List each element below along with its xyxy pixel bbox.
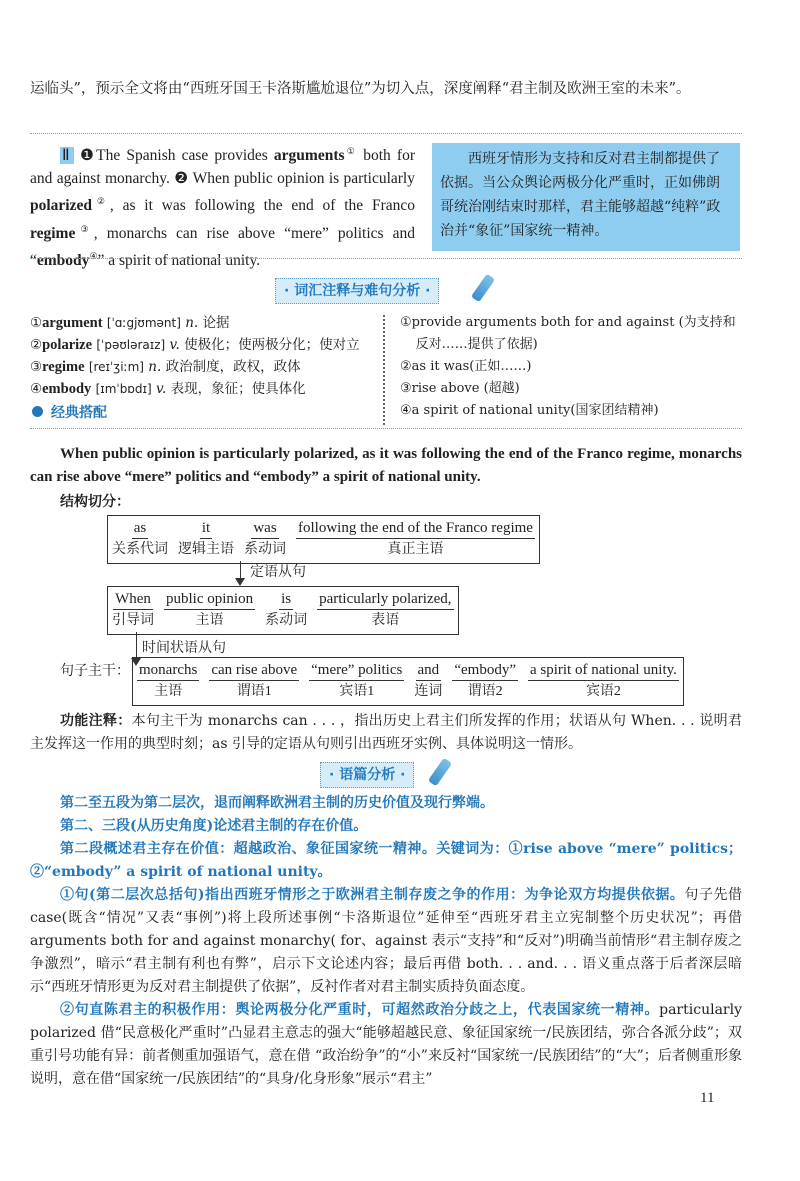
diagram-cell xyxy=(265,589,307,632)
discourse-analysis xyxy=(30,792,742,1091)
diagram-cell xyxy=(178,518,234,561)
discourse-paragraph xyxy=(30,792,742,815)
function-label: 功能注释： xyxy=(60,713,132,729)
vocab-num: ② xyxy=(30,337,43,353)
diagram-cell xyxy=(452,660,518,703)
collocation-list xyxy=(400,312,740,422)
diagram-word: is xyxy=(279,589,293,610)
arrow-label: 定语从句 xyxy=(250,564,306,580)
clause-box-attributive xyxy=(107,515,540,564)
text: both for and against monarchy. xyxy=(30,147,415,187)
vocab-word: embody xyxy=(42,381,92,397)
diagram-word: was xyxy=(251,518,278,539)
vocab-item xyxy=(30,334,380,356)
collocation-item: ①provide arguments both for and against (为支持和反对……提供了依据) xyxy=(400,315,736,352)
clause-box-main xyxy=(132,657,684,706)
arrow-down-icon xyxy=(235,578,245,586)
vocab-pos: v. xyxy=(169,337,180,353)
diagram-cell xyxy=(137,660,199,703)
vocab-num: ④ xyxy=(30,381,43,397)
note-ref: ④ xyxy=(89,251,98,262)
discourse-heading: ②句直陈君主的积极作用：舆论两极分化严重时，可超然政治分歧之上，代表国家统一精神。 xyxy=(60,1002,660,1018)
vocab-pos: v. xyxy=(155,381,167,397)
diagram-role: 谓语1 xyxy=(236,684,272,699)
diagram-word: “embody” xyxy=(452,660,518,681)
diagram-role: 真正主语 xyxy=(387,542,444,557)
discourse-heading: 第二、三段(从历史角度)论述君主制的存在价值。 xyxy=(60,818,368,834)
text: ” a spirit of national unity. xyxy=(97,252,261,270)
column-divider xyxy=(383,315,391,425)
arrow-label: 时间状语从句 xyxy=(142,640,226,656)
diagram-word: a spirit of national unity. xyxy=(528,660,679,681)
diagram-role: 主语 xyxy=(195,613,224,628)
text: The Spanish case provides xyxy=(96,147,274,165)
diagram-role: 宾语2 xyxy=(585,684,621,699)
discourse-paragraph xyxy=(30,838,742,884)
divider xyxy=(30,428,742,429)
diagram-cell xyxy=(112,589,154,632)
discourse-paragraph xyxy=(30,815,742,838)
diagram-cell xyxy=(164,589,255,632)
translation-box: 西班牙情形为支持和反对君主制都提供了依据。当公众舆论两极分化严重时，正如佛朗哥统治刚结束时那样，君主能够超越“纯粹”政治并“象征”国家统一精神。 xyxy=(432,143,740,251)
divider xyxy=(30,258,742,259)
collocation-item: ②as it was(正如……) xyxy=(400,359,532,374)
vocab-item xyxy=(30,312,380,334)
vocab-meaning: 使极化；使两极分化；使对立 xyxy=(184,337,360,353)
collocation-item: ③rise above (超越) xyxy=(400,381,520,396)
main-clause-label: 句子主干： xyxy=(60,663,130,679)
diagram-role: 主语 xyxy=(154,684,183,699)
page-number: 11 xyxy=(700,1090,715,1106)
discourse-body: particularly polarized 借“民意极化严重时”凸显君主意志的强大“能够超越民意、象征国家统一/民族团结，弥合各派分歧”；双重引号功能有异：前者侧重加强语气，意在借 “政治纷争”的“小”来反衬“国家统一/民族团结”的“大”；后者侧重形象说明，意在借“国家统一/民族团结”的“具身/化身形象”展示“君主” xyxy=(30,1002,742,1087)
diagram-cell xyxy=(414,660,442,703)
vocab-ipa: [ɪmˈbɒdɪ] xyxy=(95,382,152,396)
vocab-ipa: [ˈɑːgjʊmənt] xyxy=(106,316,181,330)
diagram-word: “mere” politics xyxy=(309,660,404,681)
diagram-word: monarchs xyxy=(137,660,199,681)
diagram-cell xyxy=(244,518,286,561)
vocab-meaning: 论据 xyxy=(202,315,230,331)
diagram-role: 谓语2 xyxy=(467,684,503,699)
section-header-discourse: · 语篇分析 · xyxy=(320,762,414,788)
pen-icon xyxy=(471,274,495,303)
collocation-item: ④a spirit of national unity(国家团结精神) xyxy=(400,403,659,418)
discourse-heading: 第二段概述君主存在价值：超越政治、象征国家统一精神。关键词为：①rise above “mere” politics；②“embody” a spirit of national unity。 xyxy=(30,841,742,880)
vocab-ipa: [reɪˈʒiːm] xyxy=(88,360,144,374)
text: When public opinion is particularly xyxy=(188,169,415,187)
vocab-list xyxy=(30,312,380,400)
vocab-meaning: 政治制度，政权，政体 xyxy=(165,359,301,375)
collocation-title-text: 经典搭配 xyxy=(51,405,107,421)
diagram-role: 关系代词 xyxy=(112,542,168,557)
text: , as it was following the end of the Franco xyxy=(109,197,415,215)
passage-paragraph xyxy=(30,140,415,273)
arrow-line xyxy=(136,632,137,660)
diagram-word: particularly polarized, xyxy=(317,589,453,610)
text: , monarchs can rise above “mere” politics and “ xyxy=(30,224,415,270)
divider xyxy=(30,133,742,134)
collocation-title xyxy=(32,402,107,422)
section-header-vocab: · 词汇注释与难句分析 · xyxy=(275,278,439,304)
function-text: 本句主干为 monarchs can . . . ，指出历史上君主们所发挥的作用；状语从句 When. . . 说明君主发挥这一作用的典型时刻；as 引导的定语从句则引出西班牙实例、具体说明这一情形。 xyxy=(30,713,742,752)
vocab-pos: n. xyxy=(148,359,162,375)
diagram-word: as xyxy=(132,518,149,539)
keyword: regime xyxy=(30,224,76,242)
sentence-number: ❷ xyxy=(174,169,189,187)
diagram-cell xyxy=(317,589,453,632)
vocab-word: polarize xyxy=(42,337,93,353)
diagram-cell xyxy=(296,518,535,561)
diagram-role: 表语 xyxy=(371,613,400,628)
diagram-role: 连词 xyxy=(414,684,443,699)
vocab-meaning: 表现，象征；使具体化 xyxy=(170,381,306,397)
pen-icon xyxy=(428,758,452,787)
keyword: arguments xyxy=(273,147,345,165)
vocab-word: argument xyxy=(42,315,103,331)
vocab-item xyxy=(30,356,380,378)
discourse-heading: 第二至五段为第二层次，退而阐释欧洲君主制的历史价值及现行弊端。 xyxy=(60,795,494,811)
diagram-cell xyxy=(309,660,404,703)
discourse-paragraph xyxy=(30,999,742,1091)
diagram-cell xyxy=(112,518,168,561)
diagram-role: 系动词 xyxy=(244,542,286,557)
vocab-num: ③ xyxy=(30,359,43,375)
vocab-ipa: [ˈpəʊləraɪz] xyxy=(96,338,166,352)
diagram-cell xyxy=(209,660,299,703)
diagram-role: 引导词 xyxy=(112,613,154,628)
vocab-word: regime xyxy=(42,359,85,375)
discourse-paragraph xyxy=(30,884,742,999)
sentence-number: ❶ xyxy=(80,147,97,165)
diagram-word: When xyxy=(113,589,153,610)
discourse-heading: ①句(第二层次总括句)指出西班牙情形之于欧洲君主制存废之争的作用：为争论双方均提供依据。 xyxy=(60,887,685,903)
diagram-word: public opinion xyxy=(164,589,255,610)
bullet-icon xyxy=(32,406,43,417)
function-note xyxy=(30,710,742,756)
diagram-word: following the end of the Franco regime xyxy=(296,518,535,539)
note-ref: ① xyxy=(344,146,358,156)
diagram-word: can rise above xyxy=(209,660,299,681)
diagram-role: 系动词 xyxy=(265,613,308,628)
diagram-role: 逻辑主语 xyxy=(178,542,234,557)
diagram-cell xyxy=(528,660,679,703)
vocab-item xyxy=(30,378,380,400)
discourse-body: 句子先借 case(既含“情况”又表“事例”)将上段所述事例“卡洛斯退位”延伸至“西班牙君主立宪制整个历史状况”；再借 arguments both for and against monarchy( for、against 表示“支持”和“反对”)明确当前情形“君主制存废之争激烈”，暗示“君主制有利也有弊”，启示下文论述内容；最后再借 both. . . and. . . 语义重点落于后者深层暗示“西班牙情形更为反对君主制提供了依据”，反衬作者对君主制实质持负面态度。 xyxy=(30,887,743,995)
note-ref: ③ xyxy=(75,223,94,234)
keyword: polarized xyxy=(30,197,92,215)
intro-paragraph: 运临头”，预示全文将由“西班牙国王卡洛斯尴尬退位”为切入点，深度阐释“君主制及欧洲王室的未来”。 xyxy=(30,81,691,97)
note-ref: ② xyxy=(92,196,110,207)
diagram-word: it xyxy=(200,518,212,539)
vocab-num: ① xyxy=(30,315,43,331)
paragraph-marker: Ⅱ xyxy=(62,147,72,165)
diagram-word: and xyxy=(416,660,442,681)
key-sentence: When public opinion is particularly polarized, as it was following the end of the Franco regime, monarchs can rise above “mere” politics and “embody” a spirit of national unity. xyxy=(30,446,742,485)
keyword: embody xyxy=(36,252,90,270)
structure-label: 结构切分： xyxy=(60,494,130,510)
diagram-role: 宾语1 xyxy=(339,684,375,699)
vocab-pos: n. xyxy=(185,315,199,331)
clause-box-adverbial xyxy=(107,586,459,635)
